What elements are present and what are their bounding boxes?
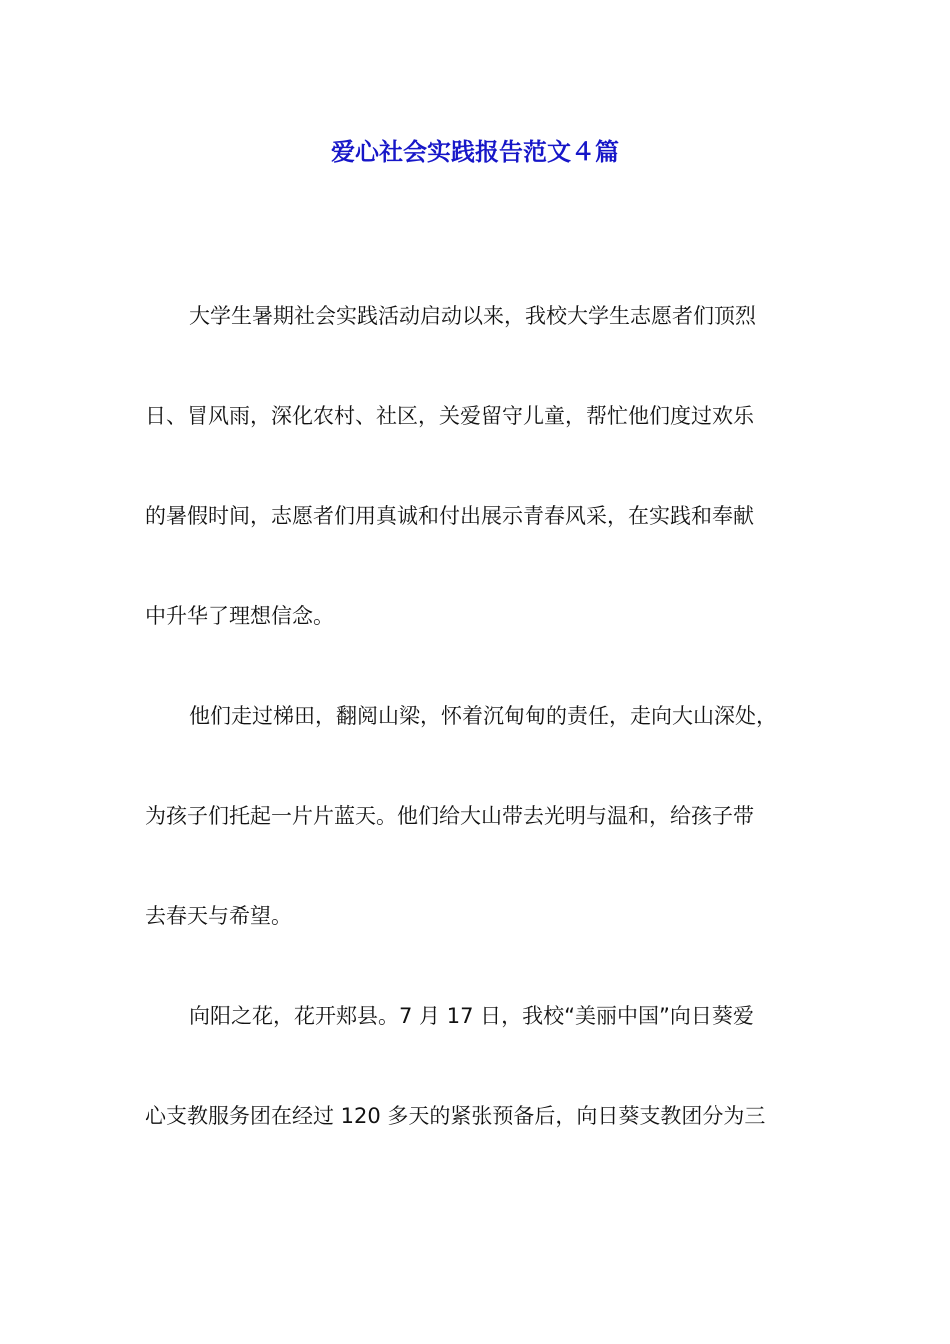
paragraph-1-line-2: 日、冒风雨，深化农村、社区，关爱留守儿童，帮忙他们度过欢乐 — [145, 404, 754, 428]
paragraph-1-line-3: 的暑假时间，志愿者们用真诚和付出展示青春风采，在实践和奉献 — [145, 504, 754, 528]
document-title: 爱心社会实践报告范文４篇 — [331, 138, 619, 166]
paragraph-3-line-1: 向阳之花，花开郏县。7 月 17 日，我校“美丽中国”向日葵爱 — [189, 1004, 754, 1028]
paragraph-2-line-1: 他们走过梯田，翻阅山梁，怀着沉甸甸的责任，走向大山深处， — [189, 704, 777, 728]
document-body — [145, 291, 817, 1191]
paragraph-2-line-3: 去春天与希望。 — [145, 904, 292, 928]
paragraph-1-line-1: 大学生暑期社会实践活动启动以来，我校大学生志愿者们顶烈 — [189, 304, 756, 328]
paragraph-3-line-2: 心支教服务团在经过 120 多天的紧张预备后，向日葵支教团分为三 — [145, 1104, 766, 1128]
paragraph-1-line-4: 中升华了理想信念。 — [145, 604, 334, 628]
paragraph-2-line-2: 为孩子们托起一片片蓝天。他们给大山带去光明与温和，给孩子带 — [145, 804, 754, 828]
